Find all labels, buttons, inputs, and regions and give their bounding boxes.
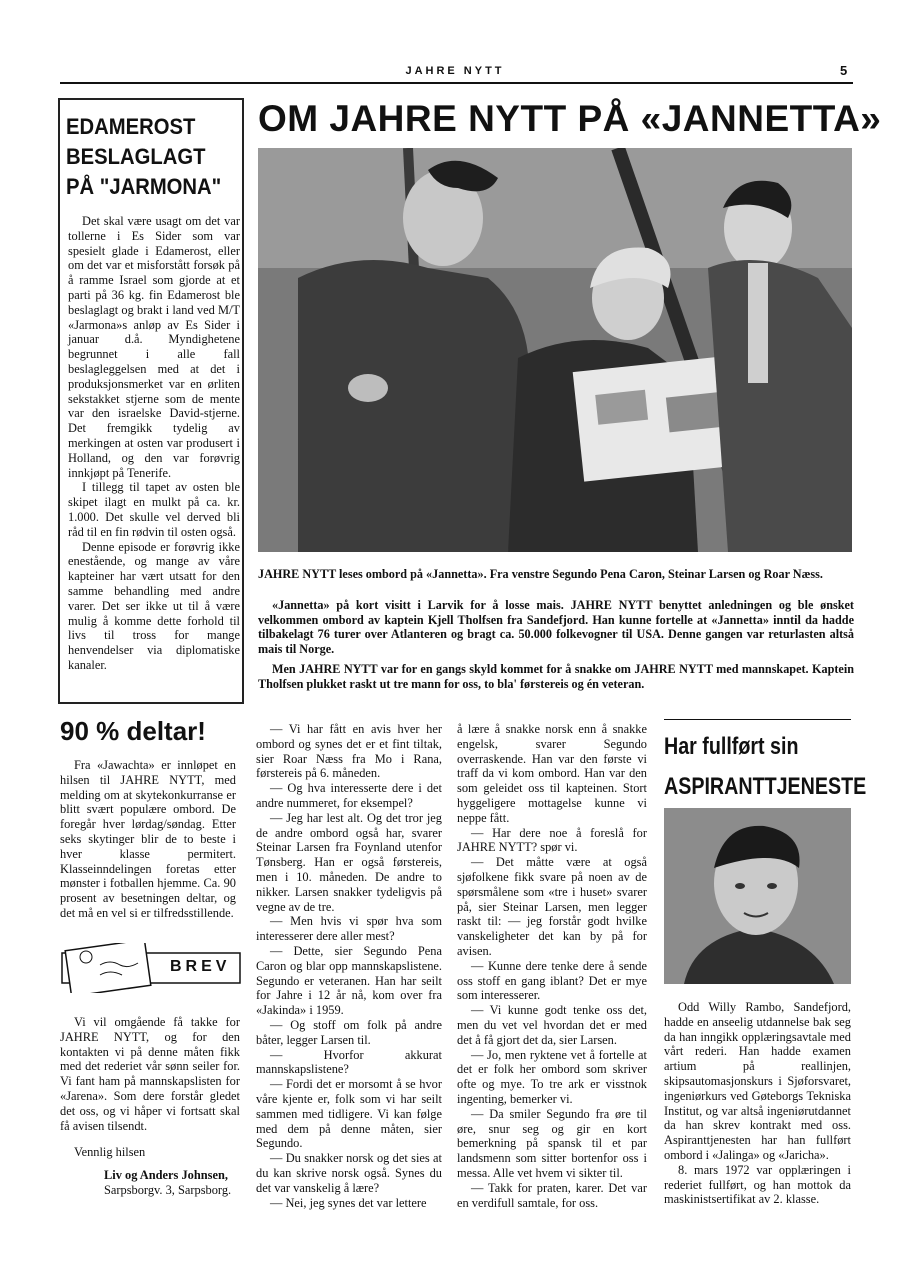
paragraph: — Nei, jeg synes det var lettere xyxy=(270,1195,427,1210)
deltar-headline: 90 % deltar! xyxy=(60,716,206,746)
interview-column-2 xyxy=(256,722,442,1210)
page-number: 5 xyxy=(840,63,848,78)
brev-label: BREV xyxy=(170,958,231,975)
portrait-illustration xyxy=(664,808,851,984)
headline-line: Har fullført sin xyxy=(664,733,799,760)
paragraph: å lære å snakke norsk enn å snakke engelsk, svarer Segundo overraskende. Han var den første vi traff da vi kom ombord. Han var den som geleidet oss til kapteinen. Stort hyggeligere mottagelse kunne vi neppe fått. xyxy=(457,722,647,825)
paragraph: «Jannetta» på kort visitt i Larvik for å losse mais. JAHRE NYTT benyttet anledningen og ble ønsket velkommen ombord av kaptein Kjell Tholfsen fra Sandefjord. Han kunne fortelle at «Jannetta» inntil da hadde tilbakelagt 76 turer over Atlanteren og bragt ca. 50.000 folkevogner til USA. Denne gangen var returlasten altså mais til Norge. xyxy=(258,598,854,656)
crew-photo xyxy=(258,148,852,552)
paragraph: — Du snakker norsk og det sies at du kan skrive norsk også. Synes du det var vanskelig å lære? xyxy=(256,1151,442,1195)
signature-name: Liv og Anders Johnsen, xyxy=(104,1168,228,1183)
headline-line: EDAMEROST xyxy=(66,114,196,139)
paragraph: — Har dere noe å foreslå for JAHRE NYTT? spør vi. xyxy=(457,825,647,855)
headline-line: PÅ "JARMONA" xyxy=(66,174,222,199)
brev-body xyxy=(60,1015,240,1198)
paragraph: — Hvorfor akkurat mannskapslistene? xyxy=(256,1047,442,1077)
paragraph: Det skal være usagt om det var tollerne i Es Sider som var spesielt glade i Edamerost, eller om det var et misforstått forsøk på å ramme Israel som gjorde at et parti på 36 kg. fin Edamerost ble beslaglagt og brakt i land ved M/T «Jarmona»s anløp av Es Sider i januar d.å. Myndighetene begrunnet i alle fall beslagleggelsen med at det i produksjonsmerket var en ørliten sekstakket stjerne som de mente var den israelske David-stjerne. Det fremgikk tydelig av merkingen at osten var produsert i Holland, og den var forøvrig innkjøpt på Tenerife. xyxy=(68,214,240,480)
paragraph: — Og stoff om folk på andre båter, legger Larsen til. xyxy=(256,1017,442,1047)
paragraph: — Dette, sier Segundo Pena Caron og blar opp mannskapslistene. Segundo er veteranen. Han har seilt for Jahre i 12 år nå, kom over fra «Jakinda» i 1959. xyxy=(256,943,442,1018)
crew-photo-illustration xyxy=(258,148,852,552)
paragraph: — Men hvis vi spør hva som interesserer dere aller mest? xyxy=(256,914,442,944)
paragraph: — Og hva interesserte dere i det andre nummeret, for eksempel? xyxy=(256,781,442,810)
paragraph: — Vi kunne godt tenke oss det, men du vet vel hvordan det er med det å få gjort det da, sier Larsen. xyxy=(457,1003,647,1047)
closing: Vennlig hilsen xyxy=(74,1145,146,1160)
paragraph: — Fordi det er morsomt å se hvor våre kjente er, folk som vi har seilt sammen med tidligere. Vi kan følge med dem på denne måten, sier Segundo. xyxy=(256,1077,442,1151)
signature-address: Sarpsborgv. 3, Sarpsborg. xyxy=(104,1182,232,1197)
headline-line: ASPIRANTTJENESTE xyxy=(664,773,867,800)
paragraph: Men JAHRE NYTT var for en gangs skyld kommet for å snakke om JAHRE NYTT med mannskapet. Kaptein Tholfsen plukket raskt ut tre mann for oss, to bla' førstereis og én veteran. xyxy=(258,662,854,691)
masthead: JAHRE NYTT xyxy=(405,65,505,77)
photo-caption: JAHRE NYTT leses ombord på «Jannetta». Fra venstre Segundo Pena Caron, Steinar Larsen og Roar Næss. xyxy=(258,567,823,581)
paragraph: — Jeg har lest alt. Og det tror jeg de andre ombord også har, svarer Steinar Larsen fra Foynland utenfor Tønsberg. Han er også førstereis, men i 10. måneden. De andre to nikker. Larsen snakker tydeligvis på vegne av de tre. xyxy=(256,810,442,914)
deltar-body xyxy=(60,758,236,921)
paragraph: — Det måtte være at også sjøfolkene fikk svare på noen av de spørsmålene som «tre i huset» svarer på, sier Steinar Larsen, men legger raskt til: — jeg forstår godt hvilke vanskeligheter det kan by på for avisen. xyxy=(457,855,647,958)
edamerost-body xyxy=(62,214,240,673)
edamerost-headline xyxy=(66,112,226,202)
aspirant-headline xyxy=(664,727,867,807)
brev-envelope-graphic xyxy=(60,943,242,993)
paragraph: 8. mars 1972 var opplæringen i rederiet fullført, og han mottok da maskinistsertifikat av 2. klasse. xyxy=(664,1162,851,1207)
paragraph: Fra «Jawachta» er innløpet en hilsen til JAHRE NYTT, med melding om at skytekonkurranse er blitt svært populære ombord. De foregår hver lørdag/søndag. Etter seks skytinger blir de to beste i hver klasse permitert. Klasseinndelingen foretas etter mønster i fotballen hjemme. Ca. 90 prosent av besetningen deltar, og det må en vel si er tilfredsstillende. xyxy=(60,758,236,920)
paragraph: — Kunne dere tenke dere å sende oss stoff en gang iblant? Det er mye som interesserer. xyxy=(457,958,647,1003)
paragraph: I tillegg til tapet av osten ble skipet ilagt en mulkt på ca. kr. 1.000. Det skulle vel derved bli råd til en fin rødvin til osten også. xyxy=(68,480,240,539)
interview-column-3 xyxy=(457,722,647,1210)
paragraph: — Jo, men ryktene vet å fortelle at det er folk her ombord som skriver ofte og mye. To tre ark er visstnok ingenting, bemerker vi. xyxy=(457,1047,647,1106)
paragraph: Odd Willy Rambo, Sandefjord, hadde en anseelig utdannelse bak seg da han inngikk opplæringsavtale med vårt rederi. Han hadde examen artium på reallinjen, skipsautomasjonskurs i Sjøforsvaret, ingeniørkurs ved Gøteborgs Tekniska Institut, og var altså ingeniørutdannet da han skrev kontrakt med oss. Aspiranttjenesten har han fullført ombord i «Jalinga» og «Jaricha». xyxy=(664,1000,851,1162)
edamerost-article-box xyxy=(58,98,244,704)
header-rule xyxy=(60,82,853,84)
paragraph: Denne episode er forøvrig ikke enestående, og mange av våre kapteiner har vært utsatt for den samme behandling med andre varer. Det ser ikke ut til å være mulig å komme dette forhold til livs til tross for mange henvendelser via diplomatiske kanaler. xyxy=(68,539,240,672)
paragraph: — Takk for praten, karer. Det var en verdifull samtale, for oss. xyxy=(457,1180,647,1210)
section-rule xyxy=(664,719,851,720)
aspirant-body xyxy=(664,1000,851,1207)
paragraph: — Vi har fått en avis hver her ombord og synes det er et fint tiltak, sier Roar Næss fra Mo i Rana, førstereis på 6. måneden. xyxy=(256,722,442,781)
paragraph: — Da smiler Segundo fra øre til øre, snur seg og gir en kort bemerkning på spansk til et par landsmenn som sitter bortenfor oss i messa. Alle vet hvem vi sikter til. xyxy=(457,1106,647,1180)
main-headline: OM JAHRE NYTT PÅ «JANNETTA» xyxy=(258,98,882,139)
paragraph: Vi vil omgående få takke for JAHRE NYTT, og for den kontakten vi på denne måten fikk med det rederiet vår sønn seiler for. Vi fant ham på mannskapslisten for «Jarena». Som dere forstår gledet det oss, og vi håper vi fortsatt skal få avisen tilsendt. xyxy=(60,1015,240,1133)
portrait-photo xyxy=(664,808,851,984)
main-article-lead xyxy=(258,598,854,698)
headline-line: BESLAGLAGT xyxy=(66,144,206,169)
